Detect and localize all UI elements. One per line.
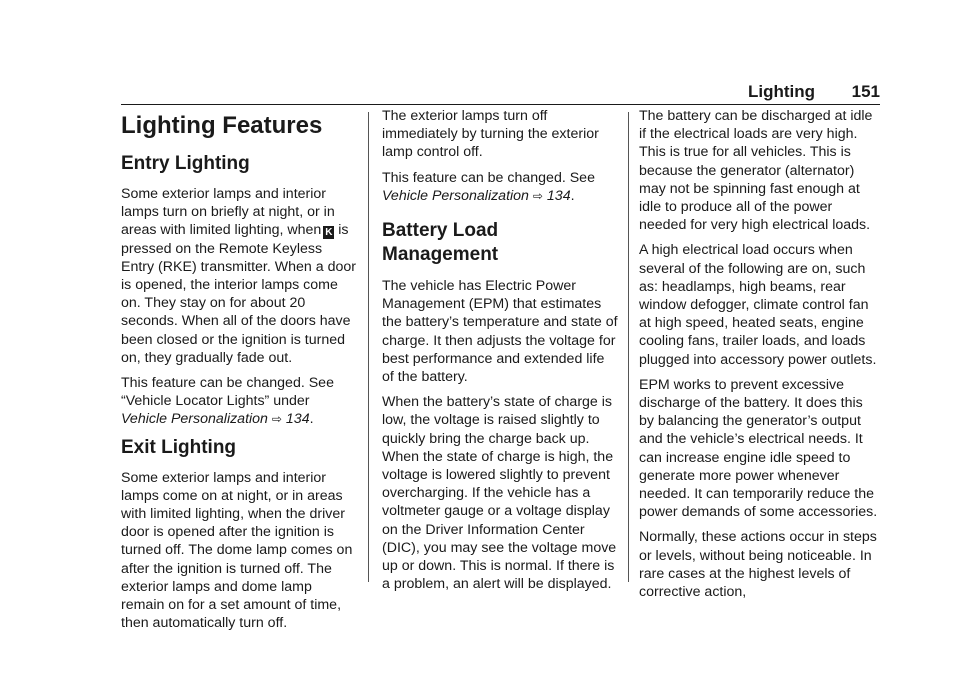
battery-load-management-heading: Battery Load Management [382, 220, 499, 266]
page-number: 151 [851, 82, 880, 101]
entry-lighting-paragraph [121, 185, 357, 367]
section-title: Lighting [748, 82, 816, 101]
xref-link-vehicle-personalization[interactable]: Vehicle Personalization ⇨ 134 [382, 187, 571, 204]
entry-lighting-personalization: This feature can be changed. See “Vehicle Locator Lights” under Vehicle Personalization ⇨ 134. [121, 375, 334, 428]
paragraph-text: Some exterior lamps and interior lamps turn on briefly at night, or in areas with limited lighting, when [121, 186, 335, 239]
page-reference-arrow-icon: ⇨ [532, 188, 543, 203]
page-reference-arrow-icon: ⇨ [271, 412, 282, 427]
chapter-title: Lighting Features [121, 112, 323, 139]
high-load-paragraph: A high electrical load occurs when several of the following are on, such as: headlamps, high beams, rear window defogger, climate control fan at high speed, heated seats, engine cooling fans, trailer loads, and loads plugged into accessory power outlets. [639, 242, 877, 368]
exit-lighting-paragraph: Some exterior lamps and interior lamps come on at night, or in areas with limited lighting, when the driver door is opened after the ignition is turned off. The dome lamp comes on after the ignition is turned off. The exterior lamps and dome lamp remain on for a set amount of time, then automatically turn off. [121, 469, 353, 632]
battery-charge-paragraph: When the battery’s state of charge is low, the voltage is raised slightly to quickly bring the charge back up. When the state of charge is high, the voltage is lowered slightly to prevent overcharging. If the vehicle has a voltmeter gauge or a voltage display on the Driver Information Center (DIC), you may see the voltage move up or down. This is normal. If there is a problem, an alert will be displayed. [382, 394, 617, 593]
exterior-lamps-paragraph: The exterior lamps turn off immediately by turning the exterior lamp control off. [382, 108, 599, 161]
exit-lighting-personalization: This feature can be changed. See Vehicle Personalization ⇨ 134. [382, 169, 595, 204]
epm-intro-paragraph: The vehicle has Electric Power Management (EPM) that estimates the battery’s temperature and state of charge. It then adjusts the voltage for best performance and extended life of the battery. [382, 278, 618, 386]
column-2 [382, 107, 618, 600]
xref-link-vehicle-personalization[interactable]: Vehicle Personalization ⇨ 134 [121, 411, 310, 428]
unlock-button-icon: K [325, 227, 333, 239]
epm-function-paragraph: EPM works to prevent excessive discharge of the battery. It does this by balancing the generator’s output and the vehicle’s electrical needs. It can increase engine idle speed to generate more power whenever needed. It can temporarily reduce the power demands of some accessories. [639, 376, 878, 521]
entry-lighting-heading: Entry Lighting [121, 153, 250, 174]
column-3 [639, 107, 880, 608]
column-1 [121, 112, 357, 639]
running-header [748, 82, 880, 104]
corrective-action-paragraph: Normally, these actions occur in steps or levels, without being noticeable. In rare cases at the highest levels of corrective action, [639, 529, 877, 601]
paragraph-text: This feature can be changed. See “Vehicle Locator Lights” under [121, 375, 334, 410]
paragraph-text: This feature can be changed. See [382, 169, 595, 186]
column-divider [368, 112, 369, 582]
battery-discharge-paragraph: The battery can be discharged at idle if the electrical loads are very high. This is true for all vehicles. This is because the generator (alternator) may not be spinning fast enough at idle to produce all of the power needed for very high electrical loads. [639, 108, 873, 234]
column-divider [628, 112, 629, 582]
exit-lighting-heading: Exit Lighting [121, 436, 237, 458]
paragraph-text: is pressed on the Remote Keyless Entry (RKE) transmitter. When a door is opened, the interior lamps come on. They stay on for about 20 seconds. When all of the doors have been closed or the ignition is turned on, they gradually fade out. [121, 222, 356, 366]
header-rule [121, 104, 880, 105]
